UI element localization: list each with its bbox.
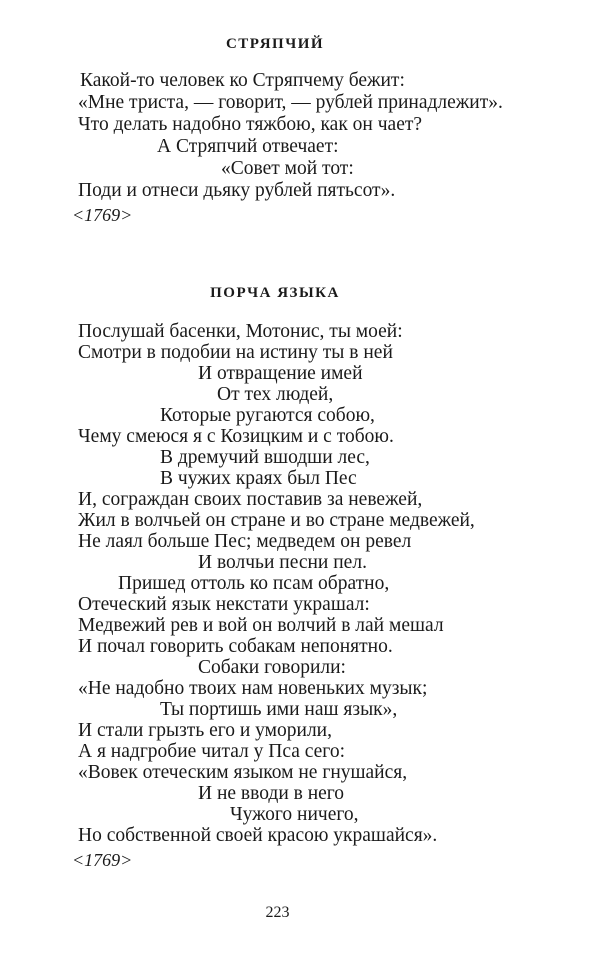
poem1-line-4: А Стряпчий отвечает: — [157, 136, 339, 157]
poem1-line-5: «Совет мой тот: — [221, 158, 354, 179]
poem2-line-4: От тех людей, — [217, 384, 334, 405]
poem2-line-16: И почал говорить собакам непонятно. — [78, 636, 393, 657]
poem2-line-13: Пришед оттоль ко псам обратно, — [118, 573, 390, 594]
poem2-line-22: «Вовек отеческим языком не гнушайся, — [78, 762, 408, 783]
poem2-line-20: И стали грызть его и уморили, — [78, 720, 332, 741]
poem2-line-25: Но собственной своей красою украшайся». — [78, 825, 438, 846]
poem2-line-10: Жил в волчьей он стране и во стране медвежей, — [78, 510, 475, 531]
poem2-line-3: И отвращение имей — [198, 363, 363, 384]
poem1-line-6: Поди и отнеси дьяку рублей пятьсот». — [78, 180, 396, 201]
poem1-line-2: «Мне триста, — говорит, — рублей принадлежит». — [78, 92, 503, 113]
poem2-line-24: Чужого ничего, — [230, 804, 359, 825]
poem2-line-6: Чему смеюся я с Козицким и с тобою. — [78, 426, 394, 447]
poem2-line-14: Отеческий язык некстати украшал: — [78, 594, 370, 615]
poem2-line-15: Медвежий рев и вой он волчий в лай мешал — [78, 615, 444, 636]
poem2-line-11: Не лаял больше Пес; медведем он ревел — [78, 531, 412, 552]
poem2-line-21: А я надгробие читал у Пса сего: — [78, 741, 345, 762]
poem2-line-2: Смотри в подобии на истину ты в ней — [78, 342, 393, 363]
poem2-line-19: Ты портишь ими наш язык», — [160, 699, 398, 720]
poem2-line-23: И не вводи в него — [198, 783, 345, 804]
page-number: 223 — [265, 904, 290, 921]
poem2-line-12: И волчьи песни пел. — [198, 552, 367, 573]
poem2-line-9: И, сограждан своих поставив за невежей, — [78, 489, 423, 510]
poem2-line-1: Послушай басенки, Мотонис, ты моей: — [78, 321, 403, 342]
poem2-date: <1769> — [72, 850, 133, 870]
poem1-line-3: Что делать надобно тяжбою, как он чает? — [78, 114, 423, 135]
poem2-title: ПОРЧА ЯЗЫКА — [210, 285, 340, 301]
poem1-title: СТРЯПЧИЙ — [225, 36, 325, 52]
poem2-line-8: В чужих краях был Пес — [160, 468, 357, 489]
poem2-line-5: Которые ругаются собою, — [160, 405, 375, 426]
poem2-line-7: В дремучий вшодши лес, — [160, 447, 370, 468]
poem1-line-1: Какой-то человек ко Стряпчему бежит: — [80, 70, 405, 91]
poem2-line-17: Собаки говорили: — [198, 657, 346, 678]
poem2-line-18: «Не надобно твоих нам новеньких музык; — [78, 678, 428, 699]
poem1-date: <1769> — [72, 205, 133, 225]
